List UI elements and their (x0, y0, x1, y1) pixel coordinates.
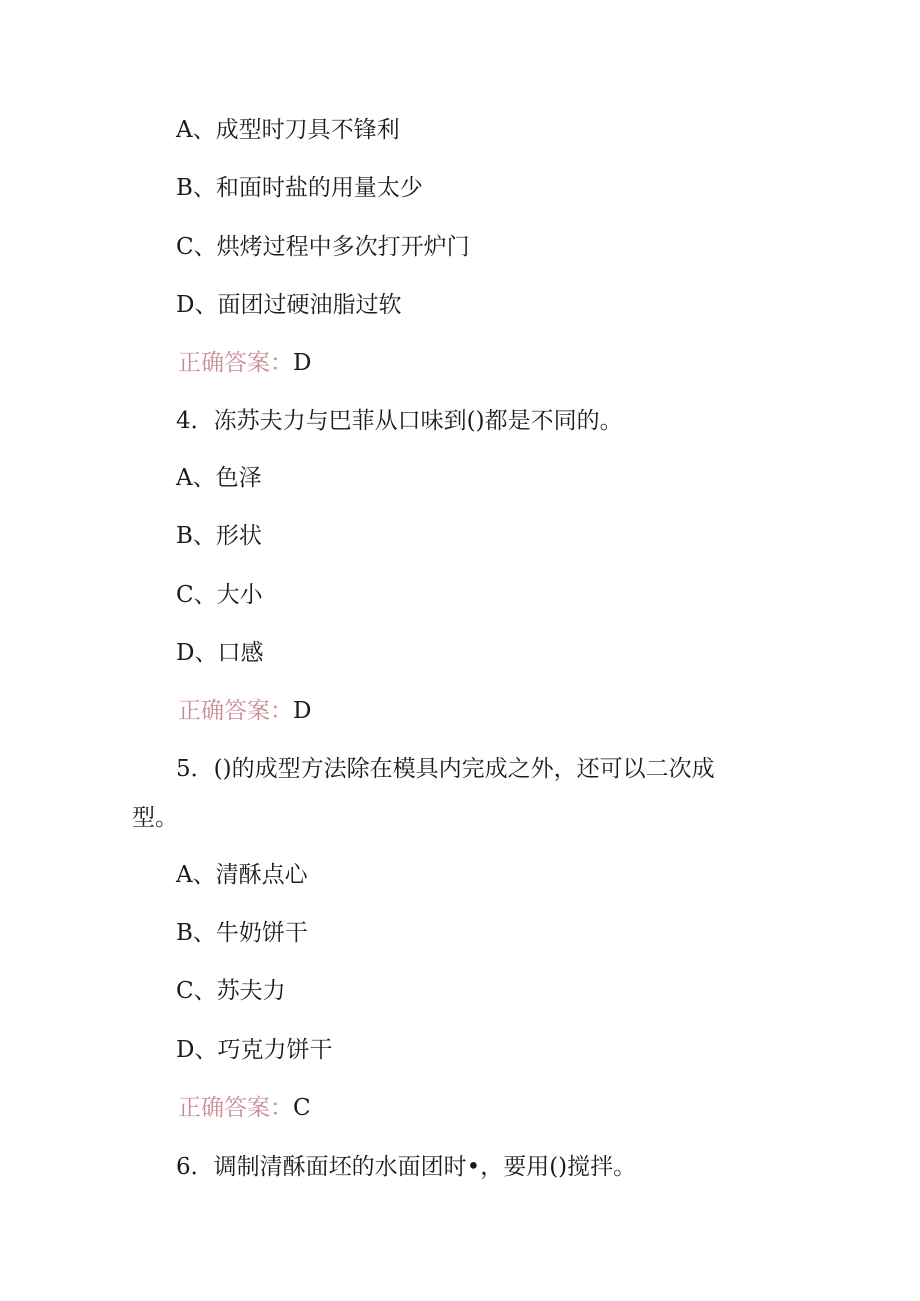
answer-value: D (293, 698, 312, 724)
q5-answer (178, 1094, 311, 1122)
q4-option-d: D、口感 (176, 640, 264, 666)
q3-option-a: A、成型时刀具不锋利 (176, 117, 400, 143)
q4-option-c: C、大小 (176, 582, 263, 608)
q3-answer (178, 349, 311, 377)
answer-label: 正确答案： (178, 350, 293, 376)
answer-value: C (293, 1095, 311, 1121)
q4-option-a: A、色泽 (176, 465, 262, 491)
answer-label: 正确答案： (178, 1095, 293, 1121)
q5-stem-line2: 型。 (132, 805, 178, 831)
q3-option-c: C、烘烤过程中多次打开炉门 (176, 234, 470, 260)
q5-stem-line1: 5．()的成型方法除在模具内完成之外，还可以二次成 (176, 756, 715, 782)
q3-option-d: D、面团过硬油脂过软 (176, 292, 402, 318)
answer-value: D (293, 350, 312, 376)
q4-answer (178, 697, 311, 725)
q4-stem: 4．冻苏夫力与巴菲从口味到()都是不同的。 (176, 408, 623, 434)
q5-option-d: D、巧克力饼干 (176, 1037, 333, 1063)
q3-option-b: B、和面时盐的用量太少 (176, 175, 423, 201)
q5-option-c: C、苏夫力 (176, 978, 286, 1004)
q4-option-b: B、形状 (176, 523, 262, 549)
q5-option-a: A、清酥点心 (176, 862, 308, 888)
answer-label: 正确答案： (178, 698, 293, 724)
q5-option-b: B、牛奶饼干 (176, 920, 308, 946)
q6-stem: 6．调制清酥面坯的水面团时•，要用()搅拌。 (176, 1154, 637, 1180)
